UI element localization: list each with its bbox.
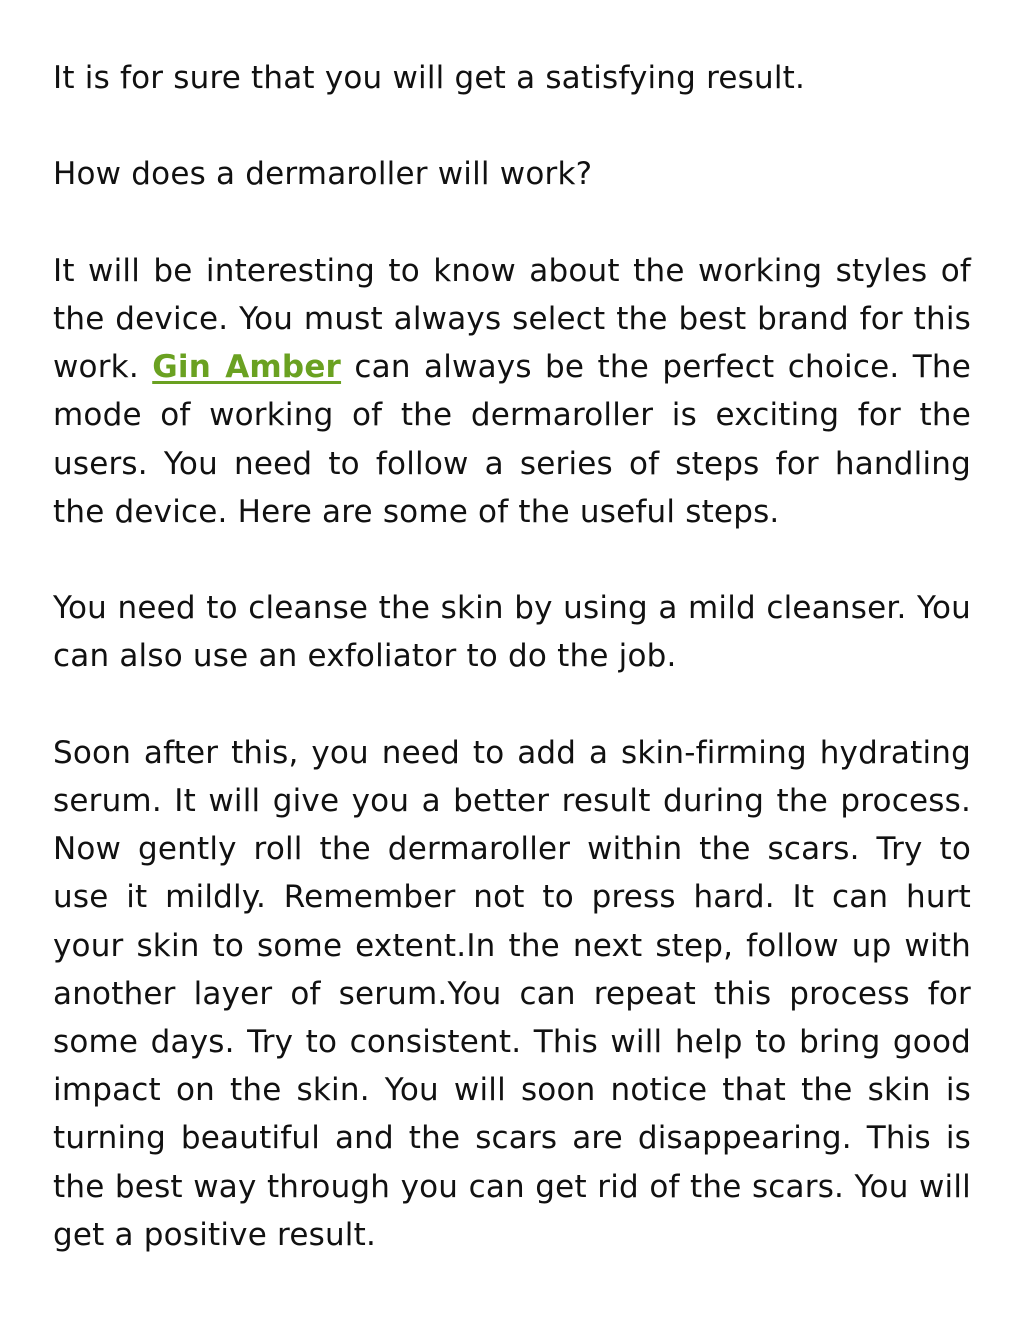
paragraph-working-styles-text-before: It will be interesting to know about the working styles of the device. You must always select the best brand for this work. bbox=[53, 252, 971, 386]
section-question: How does a dermaroller will work? bbox=[53, 156, 593, 193]
gin-amber-link[interactable]: Gin Amber bbox=[152, 349, 342, 386]
paragraph-serum-step: Soon after this, you need to add a skin-firming hydrating serum. It will give you a better result during the process. Now gently roll the dermaroller within the scars. Try to use it mildly. Remember not to press hard. It can hurt your skin to some extent.In the next step, follow up with another layer of serum.You can repeat this process for some days. Try to consistent. This will help to bring good impact on the skin. You will soon notice that the skin is turning beautiful and the scars are disappearing. This is the best way through you can get rid of the scars. You will get a positive result. bbox=[53, 734, 971, 1253]
paragraph-cleanse-step: You need to cleanse the skin by using a mild cleanser. You can also use an exfoliator to do the job. bbox=[53, 590, 971, 675]
paragraph-intro: It is for sure that you will get a satisfying result. bbox=[53, 60, 806, 96]
paragraph-working-styles-text-after: can always be the perfect choice. The mode of working of the dermaroller is exciting for the users. You need to follow a series of steps for handling the device. Here are some of the useful steps. bbox=[53, 349, 971, 530]
paragraph-working-styles bbox=[53, 247, 971, 536]
document-page bbox=[53, 54, 971, 1259]
